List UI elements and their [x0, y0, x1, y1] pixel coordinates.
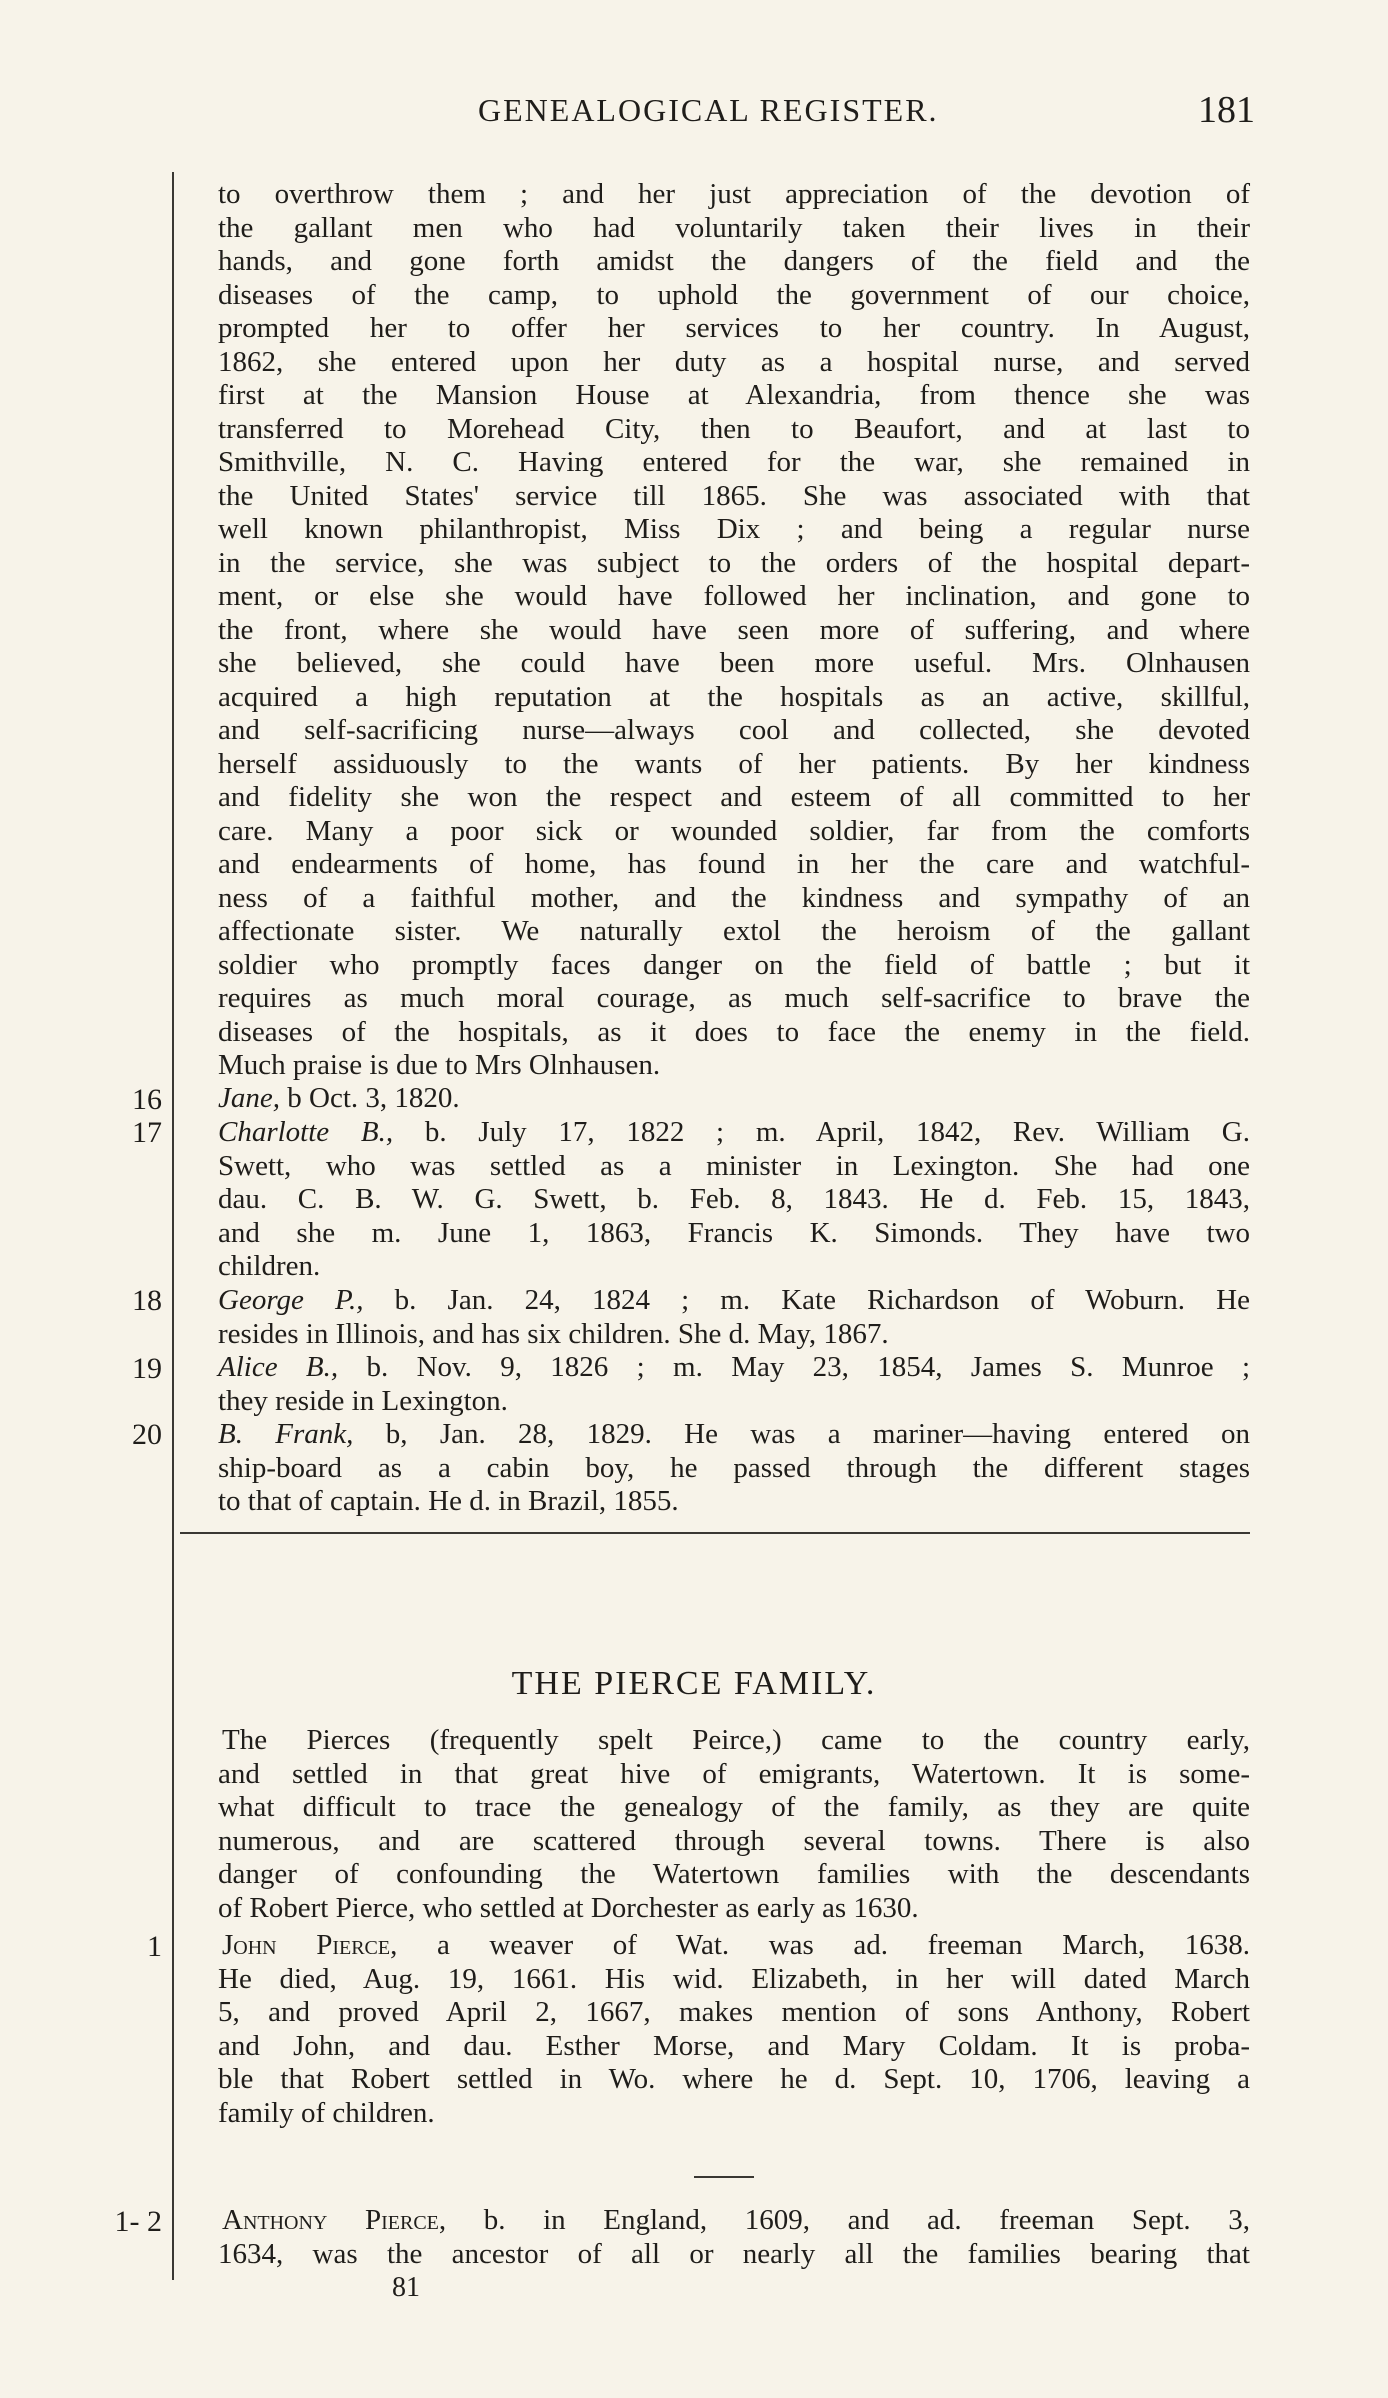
text-line: and she m. June 1, 1863, Francis K. Simonds. They have two — [218, 1216, 1250, 1249]
text-line: well known philanthropist, Miss Dix ; and being a regular nurse — [218, 513, 1250, 545]
section-heading: THE PIERCE FAMILY. — [511, 1665, 877, 1702]
genealogy-entry — [218, 1284, 1250, 1351]
text-line: 1634, was the ancestor of all or nearly all the families bearing that — [218, 2237, 1250, 2270]
text-line: prompted her to offer her services to her country. In August, — [218, 312, 1250, 344]
entry-number: 1 — [147, 1930, 162, 1963]
entry-name: George P., — [218, 1284, 364, 1316]
text-line: and endearments of home, has found in her the care and watchful- — [218, 848, 1250, 880]
genealogy-entry — [218, 1116, 1250, 1284]
text-line: Smithville, N. C. Having entered for the war, she remained in — [218, 446, 1250, 478]
entry-number: 20 — [132, 1418, 162, 1451]
text-line: resides in Illinois, and has six children. She d. May, 1867. — [218, 1317, 889, 1350]
text-line: danger of confounding the Watertown families with the descendants — [218, 1858, 1250, 1890]
genealogy-entry — [218, 1351, 1250, 1418]
text-line: b Oct. 3, 1820. — [280, 1082, 460, 1114]
text-line: and settled in that great hive of emigrants, Watertown. It is some- — [218, 1757, 1250, 1790]
entry-name: John Pierce, — [222, 1929, 398, 1961]
running-header — [0, 88, 1388, 138]
entry-name: Anthony Pierce, — [222, 2204, 447, 2236]
text-line: b. Nov. 9, 1826 ; m. May 23, 1854, James S. Munroe ; — [338, 1351, 1251, 1383]
running-title: GENEALOGICAL REGISTER. — [478, 92, 939, 128]
entry-name: B. Frank, — [218, 1418, 354, 1450]
text-line: transferred to Morehead City, then to Beaufort, and at last to — [218, 412, 1250, 445]
entry-name: Jane, — [218, 1082, 280, 1114]
text-line: ble that Robert settled in Wo. where he d. Sept. 10, 1706, leaving a — [218, 2063, 1250, 2095]
text-line: she believed, she could have been more useful. Mrs. Olnhausen — [218, 647, 1250, 679]
text-line: b, Jan. 28, 1829. He was a mariner—having entered on — [353, 1418, 1251, 1450]
text-line: ship-board as a cabin boy, he passed through the different stages — [218, 1451, 1250, 1484]
genealogy-entry — [218, 1418, 1250, 1519]
text-line: requires as much moral courage, as much self-sacrifice to brave the — [218, 982, 1250, 1014]
text-line: ness of a faithful mother, and the kindness and sympathy of an — [218, 881, 1250, 914]
short-divider — [694, 2176, 754, 2178]
genealogy-entry — [218, 1929, 1250, 2130]
section-divider — [180, 1532, 1250, 1534]
margin-rule — [172, 172, 174, 2280]
text-line: a weaver of Wat. was ad. freeman March, 1638. — [397, 1929, 1250, 1961]
text-line: the United States' service till 1865. She was associated with that — [218, 479, 1250, 512]
text-line: in the service, she was subject to the orders of the hospital depart- — [218, 546, 1250, 579]
entry-number: 18 — [132, 1284, 162, 1317]
text-line: Much praise is due to Mrs Olnhausen. — [218, 1049, 661, 1081]
section-intro — [218, 1724, 1250, 1925]
genealogy-entry — [218, 1082, 1250, 1116]
entry-number: 16 — [132, 1083, 162, 1116]
text-line: first at the Mansion House at Alexandria, from thence she was — [218, 379, 1250, 411]
text-line: and fidelity she won the respect and esteem of all committed to her — [218, 781, 1250, 813]
text-line: Swett, who was settled as a minister in Lexington. She had one — [218, 1149, 1250, 1182]
text-line: b. July 17, 1822 ; m. April, 1842, Rev. William G. — [393, 1116, 1250, 1148]
text-line: of Robert Pierce, who settled at Dorchester as early as 1630. — [218, 1891, 919, 1924]
text-line: 1862, she entered upon her duty as a hospital nurse, and served — [218, 345, 1250, 378]
entry-number: 17 — [132, 1116, 162, 1149]
text-line: family of children. — [218, 2096, 435, 2129]
page-number: 181 — [1198, 89, 1255, 131]
text-line: to overthrow them ; and her just appreciation of the devotion of — [218, 178, 1250, 210]
text-line: dau. C. B. W. G. Swett, b. Feb. 8, 1843. He d. Feb. 15, 1843, — [218, 1183, 1250, 1215]
text-line: they reside in Lexington. — [218, 1384, 508, 1417]
text-line: and John, and dau. Esther Morse, and Mary Coldam. It is proba- — [218, 2029, 1250, 2062]
text-line: to that of captain. He d. in Brazil, 1855. — [218, 1485, 679, 1517]
entry-name: Charlotte B., — [218, 1116, 394, 1148]
text-line: the front, where she would have seen more of suffering, and where — [218, 613, 1250, 646]
text-line: hands, and gone forth amidst the dangers of the field and the — [218, 245, 1250, 277]
text-line: herself assiduously to the wants of her patients. By her kindness — [218, 747, 1250, 780]
text-line: 5, and proved April 2, 1667, makes mention of sons Anthony, Robert — [218, 1996, 1250, 2028]
continuation-paragraph — [218, 178, 1250, 1083]
text-line: He died, Aug. 19, 1661. His wid. Elizabeth, in her will dated March — [218, 1962, 1250, 1995]
text-line: diseases of the hospitals, as it does to face the enemy in the field. — [218, 1015, 1250, 1048]
text-line: acquired a high reputation at the hospitals as an active, skillful, — [218, 680, 1250, 713]
entry-number: 1- 2 — [114, 2205, 162, 2238]
signature-mark: 81 — [392, 2272, 420, 2303]
text-line: children. — [218, 1250, 321, 1282]
text-line: b. Jan. 24, 1824 ; m. Kate Richardson of Woburn. He — [363, 1284, 1250, 1316]
text-line: and self-sacrificing nurse—always cool and collected, she devoted — [218, 714, 1250, 746]
text-line: ment, or else she would have followed her inclination, and gone to — [218, 580, 1250, 612]
text-line: The Pierces (frequently spelt Peirce,) came to the country early, — [222, 1724, 1250, 1756]
text-line: diseases of the camp, to uphold the government of our choice, — [218, 278, 1250, 311]
text-line: affectionate sister. We naturally extol the heroism of the gallant — [218, 915, 1250, 947]
text-line: care. Many a poor sick or wounded soldier, far from the comforts — [218, 814, 1250, 847]
text-line: what difficult to trace the genealogy of the family, as they are quite — [218, 1791, 1250, 1823]
entry-name: Alice B., — [218, 1351, 339, 1383]
text-line: numerous, and are scattered through several towns. There is also — [218, 1824, 1250, 1857]
genealogy-entry — [218, 2204, 1250, 2271]
text-line: the gallant men who had voluntarily taken their lives in their — [218, 211, 1250, 244]
entry-number: 19 — [132, 1352, 162, 1385]
text-line: b. in England, 1609, and ad. freeman Sept. 3, — [446, 2204, 1250, 2236]
text-line: soldier who promptly faces danger on the field of battle ; but it — [218, 948, 1250, 981]
